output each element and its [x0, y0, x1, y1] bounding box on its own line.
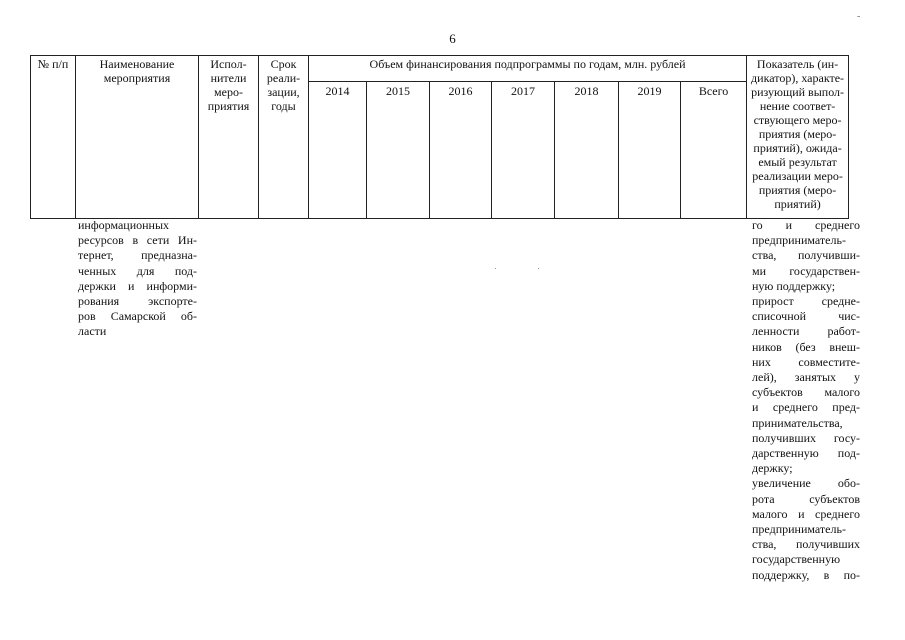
col-header-name: Наименование мероприятия: [76, 56, 199, 219]
col-header-number: № п/п: [31, 56, 76, 219]
scan-speck: [538, 268, 539, 269]
indicator-line: рота субъектов: [752, 491, 860, 506]
col-header-funding: Объем финансирования подпрограммы по годам, млн. рублей: [309, 56, 747, 82]
indicator-line: и среднего пред-: [752, 400, 860, 415]
indicator-line: го и среднего: [752, 218, 860, 232]
indicator-line: держку;: [752, 461, 793, 476]
indicator-line: малого и среднего: [752, 506, 860, 521]
indicator-line: ства, получивши-: [752, 248, 860, 263]
year-header-2017: 2017: [492, 82, 555, 219]
indicator-line: прирост средне-: [752, 294, 860, 309]
indicator-line: ную поддержку;: [752, 278, 836, 293]
measure-name-line: держки и информи-: [78, 278, 197, 293]
year-header-2019: 2019: [619, 82, 681, 219]
measure-name-line: рования экспортe-: [78, 294, 197, 309]
corner-mark: -: [857, 11, 861, 22]
indicator-line: ми государствен-: [752, 263, 860, 278]
indicator-line: дарственную под-: [752, 446, 860, 461]
measure-name-line: ченных для под-: [78, 263, 197, 278]
measure-name-line: тернет, предназна-: [78, 248, 197, 263]
col-header-indicator: Показатель (ин-дикатор), характе-ризующий выпол-нение соответ-ствующего меро-приятия (меро-приятий), ожида-емый результат реализации меро-приятия (меро-приятий): [747, 56, 849, 219]
indicator-line: ленности работ-: [752, 324, 860, 339]
col-header-executors: Испол-нители меро-приятия: [199, 56, 259, 219]
indicator-line: предприниматель-: [752, 522, 846, 537]
indicator-line: субъектов малого: [752, 385, 860, 400]
scan-speck: [495, 268, 496, 269]
indicator-line: ников (без внеш-: [752, 339, 860, 354]
header-table: [30, 55, 849, 219]
measure-name-line: ров Самарской об-: [78, 309, 197, 324]
indicator-line: поддержку, в по-: [752, 567, 860, 582]
indicator-line: предприниматель-: [752, 233, 846, 248]
indicator-line: получивших госу-: [752, 430, 860, 445]
measure-name-line: информационных: [78, 218, 170, 232]
col-header-term: Срок реали-зации, годы: [259, 56, 309, 219]
indicator-line: увеличение обо-: [752, 476, 860, 491]
year-header-2016: 2016: [430, 82, 492, 219]
indicator-line: принимательства,: [752, 415, 843, 430]
indicator-line: них совместите-: [752, 354, 860, 369]
measure-name-line: ресурсов в сети Ин-: [78, 233, 197, 248]
measure-name-text: [78, 218, 197, 340]
year-header-total: Всего: [681, 82, 747, 219]
indicator-line: ства, получивших: [752, 537, 860, 552]
indicator-line: государственную: [752, 552, 841, 567]
indicator-line: списочной чис-: [752, 309, 860, 324]
indicator-text: [752, 218, 860, 583]
year-header-2015: 2015: [367, 82, 430, 219]
year-header-2014: 2014: [309, 82, 367, 219]
measure-name-line: ласти: [78, 324, 107, 339]
indicator-line: лей), занятых у: [752, 370, 860, 385]
page-number: 6: [449, 31, 456, 46]
year-header-2018: 2018: [555, 82, 619, 219]
